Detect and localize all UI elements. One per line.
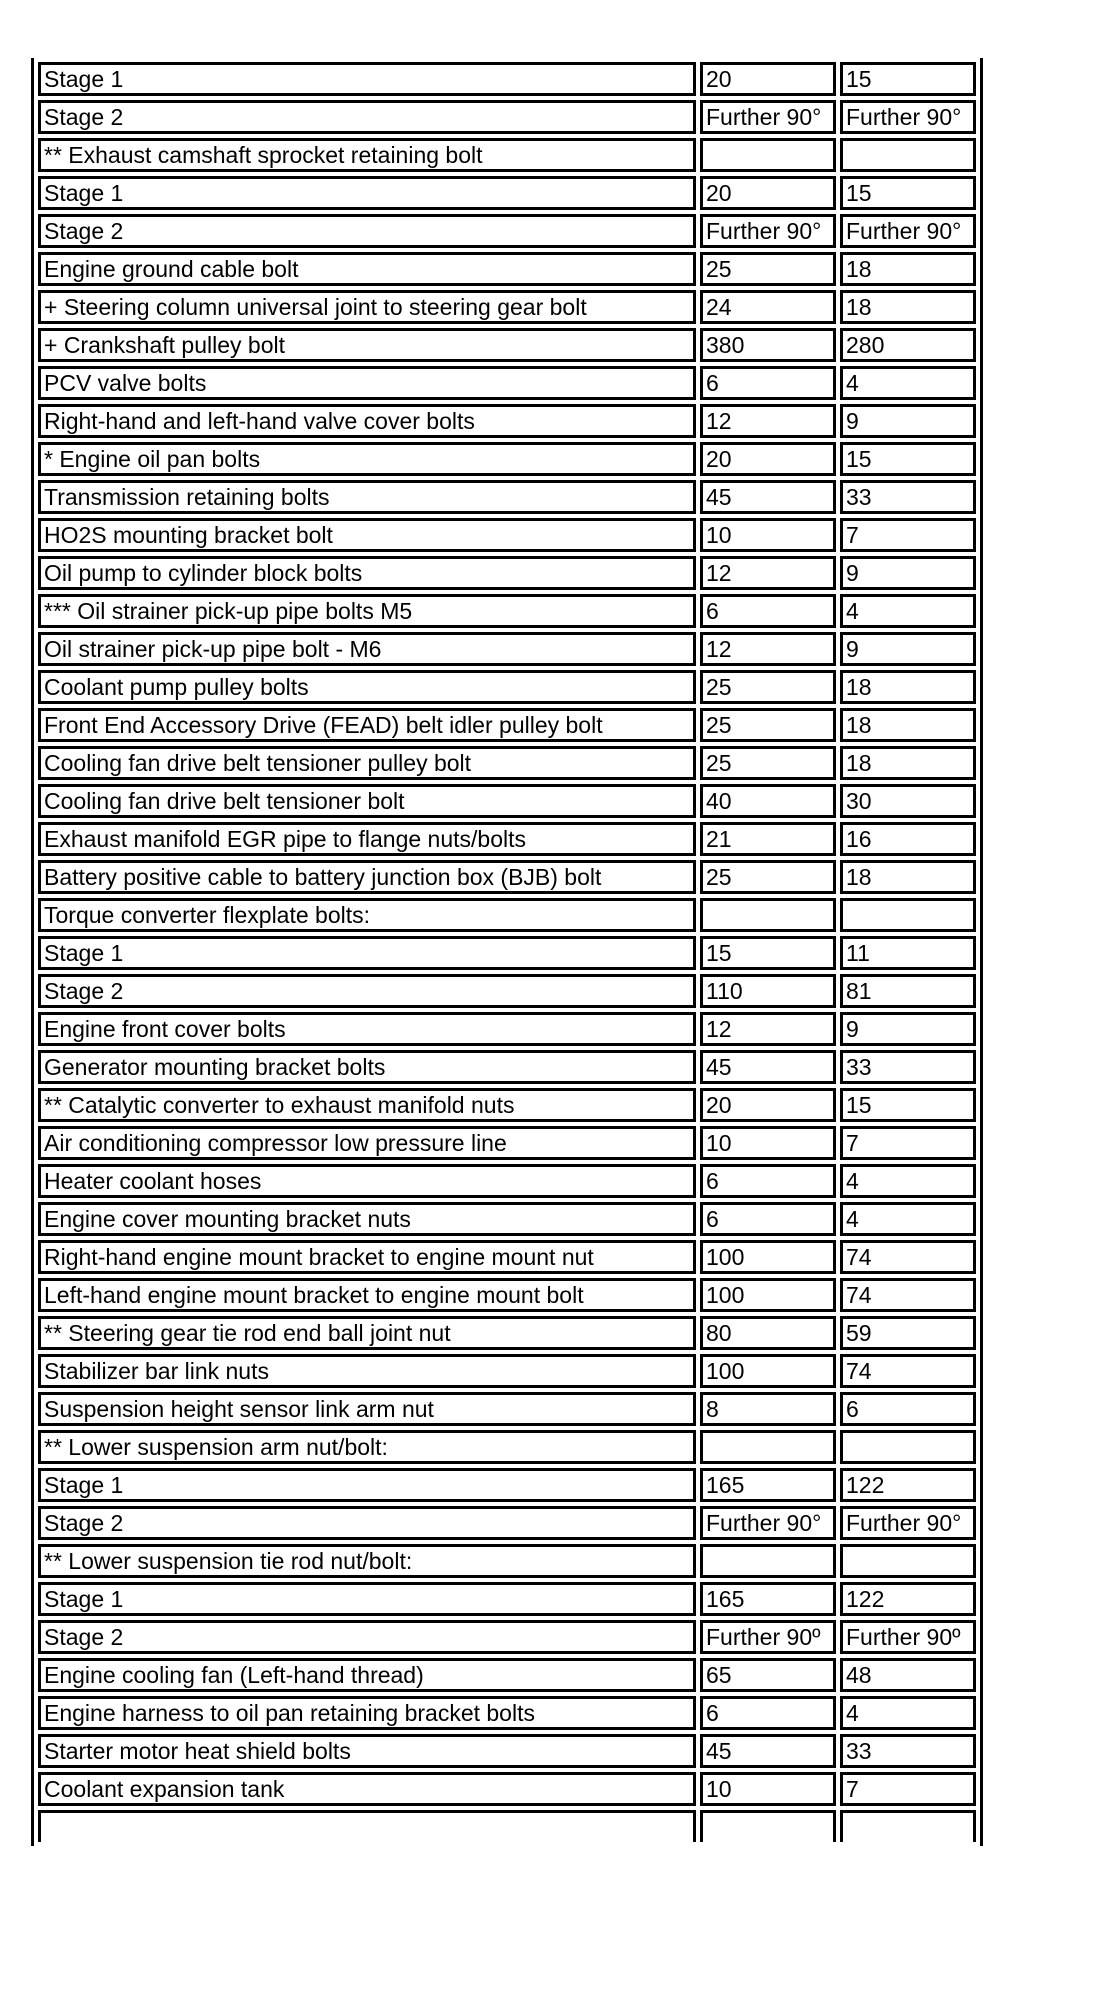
component-description-cell: Stage 1 xyxy=(38,936,696,970)
torque-lbft-cell: 9 xyxy=(840,404,976,438)
component-description-cell: Engine harness to oil pan retaining bracket bolts xyxy=(38,1696,696,1730)
torque-lbft-cell xyxy=(840,138,976,172)
table-row xyxy=(38,1088,976,1122)
torque-lbft-cell: 6 xyxy=(840,1392,976,1426)
torque-lbft-cell xyxy=(840,1810,976,1842)
component-description-cell: Stage 1 xyxy=(38,176,696,210)
table-row xyxy=(38,1050,976,1084)
table-row xyxy=(38,1240,976,1274)
torque-nm-cell: 45 xyxy=(700,480,836,514)
torque-lbft-cell: 33 xyxy=(840,1050,976,1084)
torque-nm-cell: 25 xyxy=(700,252,836,286)
component-description-cell: Stage 1 xyxy=(38,1468,696,1502)
torque-lbft-cell: 59 xyxy=(840,1316,976,1350)
table-row xyxy=(38,1278,976,1312)
torque-lbft-cell: 4 xyxy=(840,1202,976,1236)
table-row xyxy=(38,1430,976,1464)
torque-lbft-cell: 4 xyxy=(840,594,976,628)
torque-lbft-cell: Further 90º xyxy=(840,1620,976,1654)
torque-nm-cell: 12 xyxy=(700,404,836,438)
torque-lbft-cell: 4 xyxy=(840,366,976,400)
torque-lbft-cell: 18 xyxy=(840,670,976,704)
torque-lbft-cell: Further 90° xyxy=(840,1506,976,1540)
torque-nm-cell: 10 xyxy=(700,1126,836,1160)
torque-nm-cell: 25 xyxy=(700,708,836,742)
table-row xyxy=(38,1582,976,1616)
torque-lbft-cell: Further 90° xyxy=(840,214,976,248)
table-row xyxy=(38,328,976,362)
table-row xyxy=(38,1658,976,1692)
torque-lbft-cell: 7 xyxy=(840,1772,976,1806)
component-description-cell: Torque converter flexplate bolts: xyxy=(38,898,696,932)
torque-lbft-cell: 9 xyxy=(840,632,976,666)
torque-nm-cell: 6 xyxy=(700,1696,836,1730)
table-row xyxy=(38,1164,976,1198)
table-row xyxy=(38,1544,976,1578)
component-description-cell: Exhaust manifold EGR pipe to flange nuts/bolts xyxy=(38,822,696,856)
torque-nm-cell: Further 90° xyxy=(700,214,836,248)
component-description-cell: Stabilizer bar link nuts xyxy=(38,1354,696,1388)
torque-lbft-cell: 74 xyxy=(840,1278,976,1312)
torque-nm-cell xyxy=(700,1544,836,1578)
torque-lbft-cell: 18 xyxy=(840,746,976,780)
component-description-cell: ** Exhaust camshaft sprocket retaining bolt xyxy=(38,138,696,172)
torque-lbft-cell: 33 xyxy=(840,1734,976,1768)
torque-nm-cell: 10 xyxy=(700,1772,836,1806)
table-row xyxy=(38,1468,976,1502)
table-row xyxy=(38,138,976,172)
torque-nm-cell: 20 xyxy=(700,1088,836,1122)
torque-lbft-cell: Further 90° xyxy=(840,100,976,134)
table-row xyxy=(38,252,976,286)
component-description-cell: Coolant expansion tank xyxy=(38,1772,696,1806)
component-description-cell: Heater coolant hoses xyxy=(38,1164,696,1198)
torque-nm-cell: Further 90º xyxy=(700,1620,836,1654)
torque-lbft-cell: 30 xyxy=(840,784,976,818)
table-row xyxy=(38,898,976,932)
table-row xyxy=(38,480,976,514)
component-description-cell: Suspension height sensor link arm nut xyxy=(38,1392,696,1426)
torque-lbft-cell: 11 xyxy=(840,936,976,970)
torque-lbft-cell: 18 xyxy=(840,708,976,742)
torque-nm-cell: 100 xyxy=(700,1354,836,1388)
torque-lbft-cell: 15 xyxy=(840,62,976,96)
component-description-cell: Stage 1 xyxy=(38,62,696,96)
torque-lbft-cell: 122 xyxy=(840,1468,976,1502)
torque-nm-cell: 10 xyxy=(700,518,836,552)
component-description-cell: Engine cover mounting bracket nuts xyxy=(38,1202,696,1236)
torque-nm-cell: 110 xyxy=(700,974,836,1008)
component-description-cell: Coolant pump pulley bolts xyxy=(38,670,696,704)
torque-nm-cell xyxy=(700,1810,836,1842)
torque-nm-cell: 65 xyxy=(700,1658,836,1692)
torque-nm-cell: Further 90° xyxy=(700,100,836,134)
table-row xyxy=(38,1734,976,1768)
table-row xyxy=(38,708,976,742)
component-description-cell: Left-hand engine mount bracket to engine mount bolt xyxy=(38,1278,696,1312)
component-description-cell: * Engine oil pan bolts xyxy=(38,442,696,476)
torque-nm-cell: 20 xyxy=(700,62,836,96)
table-row xyxy=(38,1772,976,1806)
torque-lbft-cell: 48 xyxy=(840,1658,976,1692)
component-description-cell: Stage 1 xyxy=(38,1582,696,1616)
torque-nm-cell: 45 xyxy=(700,1050,836,1084)
torque-nm-cell: 45 xyxy=(700,1734,836,1768)
component-description-cell: Cooling fan drive belt tensioner pulley bolt xyxy=(38,746,696,780)
component-description-cell: Front End Accessory Drive (FEAD) belt idler pulley bolt xyxy=(38,708,696,742)
table-row xyxy=(38,746,976,780)
torque-lbft-cell xyxy=(840,1544,976,1578)
table-row xyxy=(38,1012,976,1046)
torque-nm-cell: 40 xyxy=(700,784,836,818)
torque-nm-cell xyxy=(700,1430,836,1464)
table-row xyxy=(38,1810,976,1842)
table-row xyxy=(38,670,976,704)
component-description-cell: HO2S mounting bracket bolt xyxy=(38,518,696,552)
component-description-cell: Stage 2 xyxy=(38,100,696,134)
torque-lbft-cell: 18 xyxy=(840,252,976,286)
component-description-cell: Battery positive cable to battery junction box (BJB) bolt xyxy=(38,860,696,894)
table-row xyxy=(38,594,976,628)
component-description-cell: ** Lower suspension tie rod nut/bolt: xyxy=(38,1544,696,1578)
torque-lbft-cell: 9 xyxy=(840,556,976,590)
torque-lbft-cell: 15 xyxy=(840,1088,976,1122)
table-row xyxy=(38,100,976,134)
component-description-cell: PCV valve bolts xyxy=(38,366,696,400)
table-row xyxy=(38,62,976,96)
torque-nm-cell: 25 xyxy=(700,860,836,894)
torque-lbft-cell: 4 xyxy=(840,1164,976,1198)
component-description-cell xyxy=(38,1810,696,1842)
torque-nm-cell: 20 xyxy=(700,442,836,476)
component-description-cell: Starter motor heat shield bolts xyxy=(38,1734,696,1768)
torque-lbft-cell: 15 xyxy=(840,176,976,210)
table-row xyxy=(38,860,976,894)
torque-nm-cell: 20 xyxy=(700,176,836,210)
torque-lbft-cell: 9 xyxy=(840,1012,976,1046)
torque-lbft-cell xyxy=(840,898,976,932)
table-row xyxy=(38,366,976,400)
table-row xyxy=(38,1316,976,1350)
component-description-cell: ** Lower suspension arm nut/bolt: xyxy=(38,1430,696,1464)
component-description-cell: Air conditioning compressor low pressure line xyxy=(38,1126,696,1160)
table-row xyxy=(38,1202,976,1236)
torque-nm-cell: 15 xyxy=(700,936,836,970)
torque-lbft-cell: 33 xyxy=(840,480,976,514)
torque-nm-cell: 24 xyxy=(700,290,836,324)
component-description-cell: Engine cooling fan (Left-hand thread) xyxy=(38,1658,696,1692)
torque-nm-cell: 6 xyxy=(700,594,836,628)
component-description-cell: + Steering column universal joint to steering gear bolt xyxy=(38,290,696,324)
torque-nm-cell: 12 xyxy=(700,556,836,590)
torque-nm-cell: 6 xyxy=(700,1164,836,1198)
torque-nm-cell: 380 xyxy=(700,328,836,362)
torque-nm-cell: Further 90° xyxy=(700,1506,836,1540)
component-description-cell: Right-hand and left-hand valve cover bolts xyxy=(38,404,696,438)
torque-lbft-cell: 18 xyxy=(840,860,976,894)
component-description-cell: Oil pump to cylinder block bolts xyxy=(38,556,696,590)
table-row xyxy=(38,290,976,324)
torque-lbft-cell: 81 xyxy=(840,974,976,1008)
torque-nm-cell: 6 xyxy=(700,1202,836,1236)
table-row xyxy=(38,1126,976,1160)
table-row xyxy=(38,822,976,856)
torque-lbft-cell: 74 xyxy=(840,1354,976,1388)
table-row xyxy=(38,214,976,248)
torque-nm-cell: 8 xyxy=(700,1392,836,1426)
torque-spec-table xyxy=(31,58,983,1846)
component-description-cell: Transmission retaining bolts xyxy=(38,480,696,514)
torque-lbft-cell: 15 xyxy=(840,442,976,476)
component-description-cell: *** Oil strainer pick-up pipe bolts M5 xyxy=(38,594,696,628)
torque-lbft-cell: 280 xyxy=(840,328,976,362)
torque-lbft-cell: 7 xyxy=(840,518,976,552)
torque-nm-cell: 21 xyxy=(700,822,836,856)
table-row xyxy=(38,974,976,1008)
torque-nm-cell: 165 xyxy=(700,1468,836,1502)
table-row xyxy=(38,518,976,552)
component-description-cell: Stage 2 xyxy=(38,1620,696,1654)
table-row xyxy=(38,1620,976,1654)
component-description-cell: Engine ground cable bolt xyxy=(38,252,696,286)
component-description-cell: Generator mounting bracket bolts xyxy=(38,1050,696,1084)
torque-nm-cell: 25 xyxy=(700,746,836,780)
table-row xyxy=(38,936,976,970)
torque-nm-cell: 25 xyxy=(700,670,836,704)
table-row xyxy=(38,442,976,476)
torque-lbft-cell xyxy=(840,1430,976,1464)
component-description-cell: Stage 2 xyxy=(38,1506,696,1540)
component-description-cell: + Crankshaft pulley bolt xyxy=(38,328,696,362)
component-description-cell: Cooling fan drive belt tensioner bolt xyxy=(38,784,696,818)
torque-lbft-cell: 16 xyxy=(840,822,976,856)
torque-nm-cell: 100 xyxy=(700,1278,836,1312)
component-description-cell: ** Catalytic converter to exhaust manifold nuts xyxy=(38,1088,696,1122)
torque-lbft-cell: 74 xyxy=(840,1240,976,1274)
component-description-cell: Engine front cover bolts xyxy=(38,1012,696,1046)
table-row xyxy=(38,784,976,818)
table-row xyxy=(38,176,976,210)
torque-nm-cell xyxy=(700,898,836,932)
torque-lbft-cell: 18 xyxy=(840,290,976,324)
table-row xyxy=(38,1392,976,1426)
torque-nm-cell: 6 xyxy=(700,366,836,400)
table-row xyxy=(38,1354,976,1388)
component-description-cell: Right-hand engine mount bracket to engine mount nut xyxy=(38,1240,696,1274)
torque-nm-cell: 12 xyxy=(700,632,836,666)
torque-lbft-cell: 7 xyxy=(840,1126,976,1160)
component-description-cell: Oil strainer pick-up pipe bolt - M6 xyxy=(38,632,696,666)
table-row xyxy=(38,1696,976,1730)
component-description-cell: Stage 2 xyxy=(38,974,696,1008)
component-description-cell: Stage 2 xyxy=(38,214,696,248)
component-description-cell: ** Steering gear tie rod end ball joint nut xyxy=(38,1316,696,1350)
torque-table-body xyxy=(38,62,976,1842)
table-row xyxy=(38,1506,976,1540)
torque-nm-cell: 100 xyxy=(700,1240,836,1274)
torque-nm-cell xyxy=(700,138,836,172)
table-row xyxy=(38,632,976,666)
torque-lbft-cell: 4 xyxy=(840,1696,976,1730)
torque-nm-cell: 165 xyxy=(700,1582,836,1616)
table-row xyxy=(38,556,976,590)
table-row xyxy=(38,404,976,438)
torque-nm-cell: 12 xyxy=(700,1012,836,1046)
torque-nm-cell: 80 xyxy=(700,1316,836,1350)
torque-lbft-cell: 122 xyxy=(840,1582,976,1616)
